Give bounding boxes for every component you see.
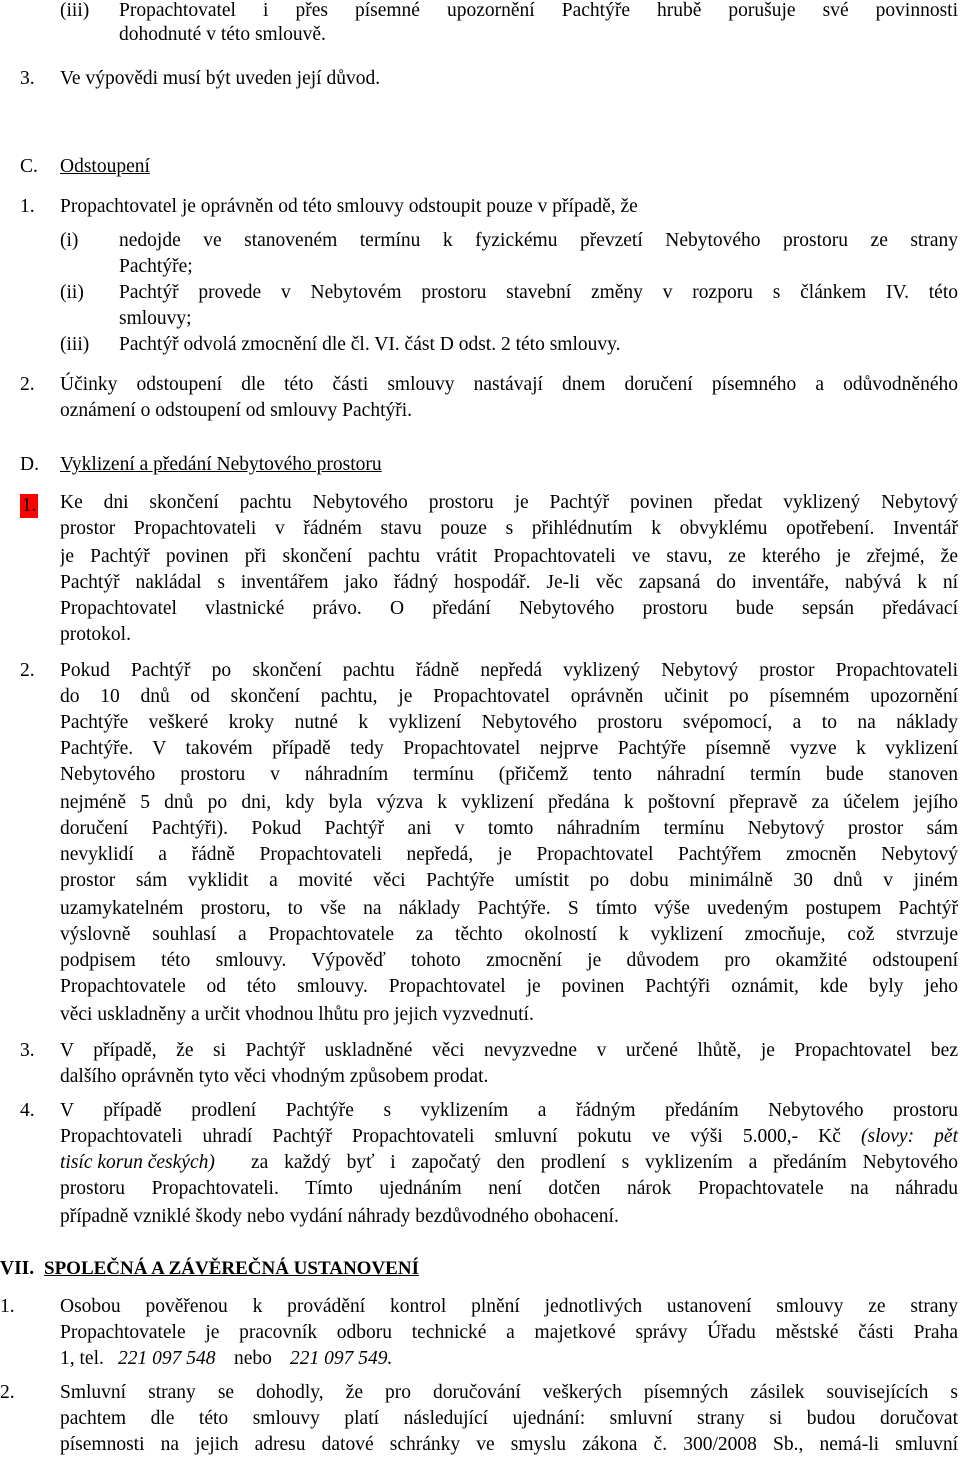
text-line-content: tisíc korun českých) — [60, 1152, 215, 1173]
text-line — [60, 1320, 958, 1346]
text-line-content: 1, tel. — [60, 1348, 104, 1369]
text-line — [60, 1380, 958, 1406]
text-line — [60, 66, 380, 92]
text-line-content: Propachtovatele je pracovník odboru technické a majetkové správy Úřadu městské části Praha — [60, 1322, 958, 1343]
text-line — [20, 452, 39, 478]
text-line — [119, 280, 958, 306]
text-line-content: smlouvy; — [119, 308, 192, 329]
text-line-content: Osobou pověřenou k provádění kontrol plnění jednotlivých ustanovení smlouvy ze strany — [60, 1296, 958, 1317]
text-line-content: Propachtovatele od této smlouvy. Propachtovatel je povinen Pachtýři oznámit, kde byly jeho — [60, 976, 958, 997]
text-line-content: Propachtovatel vlastnické právo. O předání Nebytového prostoru bude sepsán předávací — [60, 598, 958, 619]
text-line-content: VII. — [0, 1258, 35, 1279]
text-line — [20, 194, 35, 220]
text-line — [0, 1380, 15, 1406]
text-line — [119, 254, 193, 280]
text-line-content: nevyklidí a řádně Propachtovateli nepředá, je Propachtovatel Pachtýřem zmocněn Nebytový — [60, 844, 958, 865]
text-line — [60, 280, 84, 306]
text-line — [60, 154, 150, 180]
text-line-content: případně vzniklé škody nebo vydání náhrady bezdůvodného obohacení. — [60, 1206, 619, 1227]
text-line-content: věci uskladněny a určit vhodnou lhůtu pro jejich vyzvednutí. — [60, 1004, 534, 1025]
text-line-content: písemnosti na jejich adresu datové schránky ve smyslu zákona č. 300/2008 Sb., nemá-li smluvní — [60, 1434, 958, 1455]
text-line — [0, 1256, 34, 1282]
text-line-content: doručení Pachtýři). Pokud Pachtýř ani v tomto náhradním termínu Nebytový prostor sám — [60, 818, 958, 839]
text-line-content: 2. — [20, 374, 35, 395]
text-line — [60, 372, 958, 398]
text-line — [119, 22, 719, 48]
text-line-content: prostor sám vyklidit a movité věci Pachtýře umístit po dobu minimálně 30 dnů v jiném — [60, 870, 958, 891]
text-line — [20, 658, 35, 684]
text-line — [60, 922, 958, 948]
text-line-content: dalšího oprávněn tyto věci vhodným způsobem prodat. — [60, 1066, 489, 1087]
text-line-content: Ke dni skončení pachtu Nebytového prostoru je Pachtýř povinen předat vyklizený Nebytový — [60, 492, 958, 513]
text-line — [60, 332, 89, 358]
text-line — [119, 306, 192, 332]
text-line — [234, 1346, 272, 1372]
text-line-content: 4. — [20, 1100, 35, 1121]
text-line-content: Vyklizení a předání Nebytového prostoru — [60, 454, 382, 475]
text-line-content: V případě prodlení Pachtýře s vyklizením a řádným předáním Nebytového prostoru — [60, 1100, 958, 1121]
text-line-content: 221 097 549. — [290, 1348, 393, 1369]
text-line — [60, 710, 958, 736]
text-line — [0, 1294, 15, 1320]
text-line — [60, 736, 958, 762]
text-line — [119, 0, 958, 24]
text-line-content: je Pachtýř povinen při skončení pachtu vrátit Propachtovateli ve stavu, ze kterého je zřejmé, že — [60, 546, 958, 567]
text-line-content: Ve výpovědi musí být uveden její důvod. — [60, 68, 381, 89]
text-line-content: Propachtovatel je oprávněn od této smlouvy odstoupit pouze v případě, že — [60, 196, 638, 217]
text-line-content: 2. — [0, 1382, 15, 1403]
text-line-content: protokol. — [60, 624, 131, 645]
text-line — [290, 1346, 392, 1372]
text-line-content: podpisem této smlouvy. Výpověď tohoto zmocnění je důvodem pro okamžité odstoupení — [60, 950, 958, 971]
text-line — [118, 1346, 216, 1372]
text-line-content: SPOLEČNÁ A ZÁVĚREČNÁ USTANOVENÍ — [44, 1258, 419, 1279]
text-line-content: 1. — [0, 1296, 15, 1317]
text-line-content: Propachtovatel i přes písemné upozornění Pachtýře hrubě porušuje své povinnosti — [119, 0, 958, 21]
text-line-content: (iii) — [60, 0, 90, 21]
text-line-content: prostor Propachtovateli v řádném stavu pouze s přihlédnutím k obvyklému opotřebení. Inventář — [60, 518, 958, 539]
text-line-content: prostoru Propachtovateli. Tímto ujednáním není dotčen nárok Propachtovatele na náhradu — [60, 1178, 958, 1199]
text-line-content: 3. — [20, 1040, 35, 1061]
text-line-content: Smluvní strany se dohodly, že pro doručování veškerých písemných zásilek souvisejících s — [60, 1382, 958, 1403]
text-line-content: Pachtýř nakládal s inventářem jako řádný hospodář. Je-li věc zapsaná do inventáře, nabývá k ní — [60, 572, 958, 593]
text-line — [20, 372, 35, 398]
text-line — [60, 1124, 958, 1150]
text-line-content: nebo — [234, 1348, 272, 1369]
text-line-content: nejméně 5 dnů po dni, kdy byla výzva k vyklizení předána k poštovní přepravě za účelem jejího — [60, 792, 958, 813]
text-line-content: 221 097 548 — [118, 1348, 216, 1369]
text-line-content: dohodnuté v této smlouvě. — [119, 24, 326, 45]
text-line — [60, 790, 958, 816]
text-line-content: do 10 dnů od skončení pachtu, je Propachtovatel oprávněn učinit po písemném upozornění — [60, 686, 958, 707]
text-line — [60, 194, 638, 220]
text-line-content: (iii) — [60, 334, 90, 355]
text-line-content: pachtem dle této smlouvy platí následující ujednání: smluvní strany si budou doručovat — [60, 1408, 958, 1429]
text-line — [251, 1150, 958, 1176]
text-line — [60, 1346, 104, 1372]
text-line-content: nedojde ve stanoveném termínu k fyzickému převzetí Nebytového prostoru ze strany — [119, 230, 958, 251]
text-line — [60, 1204, 619, 1230]
text-line — [60, 1150, 215, 1176]
text-line-content: Pachtýře; — [119, 256, 193, 277]
text-line-content: Odstoupení — [60, 156, 150, 177]
text-line — [60, 762, 958, 788]
text-line — [119, 332, 621, 358]
text-line-content: Pachtýř odvolá zmocnění dle čl. VI. část D odst. 2 této smlouvy. — [119, 334, 621, 355]
text-line — [60, 974, 958, 1000]
text-line-content: výslovně souhlasí a Propachtovatele za těchto okolností k vyklizení zmocňuje, což stvrzuje — [60, 924, 958, 945]
highlighted-item-number: 1. — [21, 495, 37, 516]
text-line-content: Nebytového prostoru v náhradním termínu (přičemž tento náhradní termín bude stanoven — [60, 764, 958, 785]
text-line — [60, 658, 958, 684]
text-line — [60, 596, 958, 622]
text-line — [60, 1294, 958, 1320]
text-line — [20, 1098, 35, 1124]
text-line — [60, 1406, 958, 1432]
text-line — [60, 544, 958, 570]
text-line-content: Pokud Pachtýř po skončení pachtu řádně nepředá vyklizený Nebytový prostor Propachtovateli — [60, 660, 958, 681]
text-line-italic: (slovy: pět — [861, 1126, 958, 1147]
text-line — [60, 228, 78, 254]
text-line-content: (ii) — [60, 282, 84, 303]
text-line-content: 1. — [20, 196, 35, 217]
text-line-content: 2. — [20, 660, 35, 681]
text-line-content: za každý byť i započatý den prodlení s vyklizením a předáním Nebytového — [251, 1152, 958, 1173]
text-line — [20, 154, 38, 180]
text-line — [60, 398, 412, 424]
text-line-content: (i) — [60, 230, 79, 251]
text-line-content: 3. — [20, 68, 35, 89]
text-line-content: V případě, že si Pachtýř uskladněné věci nevyzvedne v určené lhůtě, je Propachtovatel bez — [60, 1040, 958, 1061]
text-line — [60, 816, 958, 842]
text-line — [44, 1256, 419, 1282]
text-line-content: Pachtýře veškeré kroky nutné k vyklizení Nebytového prostoru svépomocí, a to na náklady — [60, 712, 958, 733]
text-line — [60, 1098, 958, 1124]
text-line — [60, 452, 382, 478]
text-line — [60, 948, 958, 974]
text-line-content: uzamykatelném prostoru, to vše na náklady Pachtýře. S tímto výše uvedeným postupem Pachtýř — [60, 898, 958, 919]
text-line — [60, 516, 958, 542]
text-line — [60, 1002, 534, 1028]
text-line — [60, 1432, 958, 1458]
text-line — [60, 622, 131, 648]
text-line-content: D. — [20, 454, 39, 475]
text-line — [119, 228, 958, 254]
text-line — [60, 490, 958, 516]
text-line — [20, 1038, 35, 1064]
text-line-content: oznámení o odstoupení od smlouvy Pachtýři. — [60, 400, 413, 421]
text-line-content: Propachtovateli uhradí Pachtýř Propachtovateli smluvní pokutu ve výši 5.000,- Kč — [60, 1126, 862, 1147]
text-line-content: C. — [20, 156, 38, 177]
text-line — [60, 1176, 958, 1202]
text-line-content: Pachtýř provede v Nebytovém prostoru stavební změny v rozporu s článkem IV. této — [119, 282, 958, 303]
text-line — [60, 1064, 488, 1090]
text-line — [60, 896, 958, 922]
text-line — [60, 842, 958, 868]
text-line — [60, 1038, 958, 1064]
text-line — [20, 66, 35, 92]
text-line-content: Účinky odstoupení dle této části smlouvy nastávají dnem doručení písemného a odůvodněného — [60, 374, 958, 395]
text-line-content: Pachtýře. V takovém případě tedy Propachtovatel nejprve Pachtýře písemně vyzve k vyklizení — [60, 738, 958, 759]
text-line — [60, 868, 958, 894]
text-line — [60, 684, 958, 710]
text-line — [60, 570, 958, 596]
